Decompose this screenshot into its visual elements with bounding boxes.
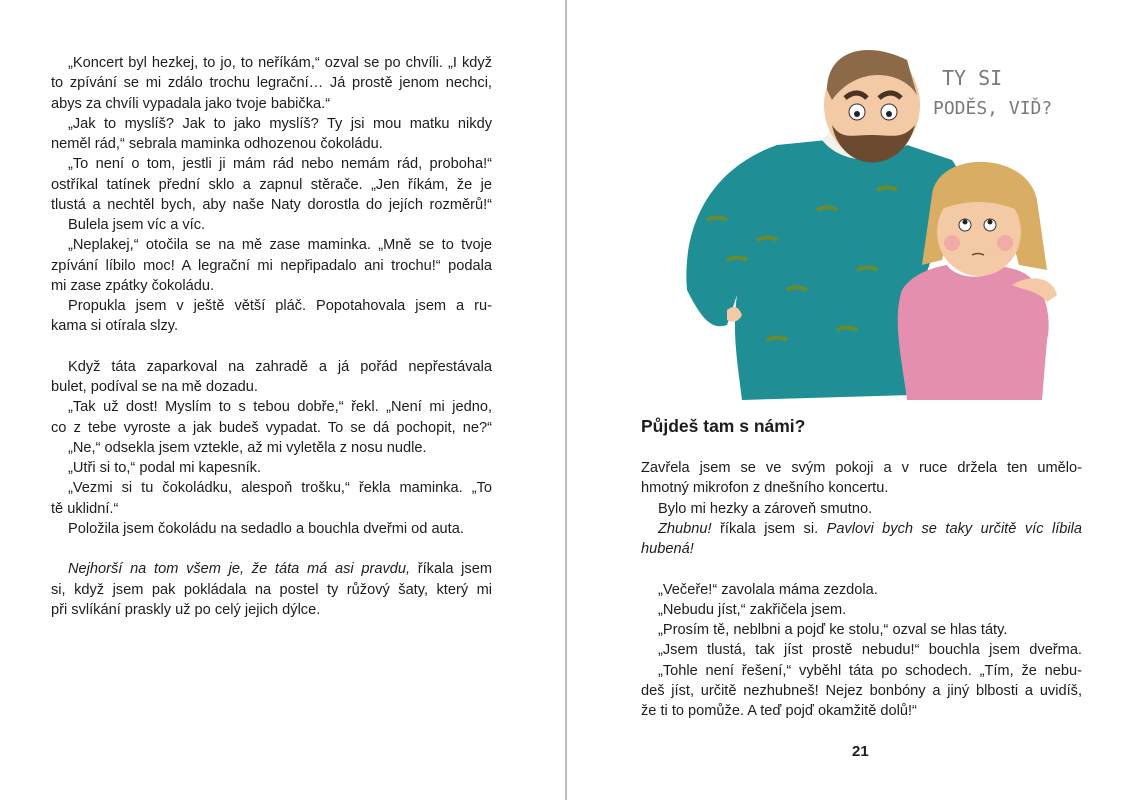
italic-text: Nejhorší na tom všem je, že táta má asi pravdu, xyxy=(68,561,411,578)
text-run: říkala jsem si. xyxy=(711,520,827,537)
text-run: tlustá a nechtěl bych, aby naše Naty dorostla do jejích rozměrů!“ xyxy=(51,196,492,213)
blank-line xyxy=(51,337,492,357)
text-line xyxy=(641,620,1082,640)
text-run: co z tebe vyroste a jak budeš vypadat. To se dá pochopit, ne?“ xyxy=(51,419,492,436)
text-run: Bylo mi hezky a zároveň smutno. xyxy=(658,500,873,517)
text-run: Propukla jsem v ještě větší pláč. Popotahovala jsem a ru- xyxy=(68,298,492,314)
text-run: zpívání líbilo moc! A legrační mi nepřipadalo ani trochu!“ podala xyxy=(51,257,492,274)
right-page xyxy=(567,0,1132,800)
chapter-heading: Půjdeš tam s námi? xyxy=(641,416,806,436)
text-run: při svlíkání praskly už po celý jejich dýlce. xyxy=(51,601,321,618)
text-run: neměl rád,“ sebrala maminka odhozenou čokoládu. xyxy=(51,136,383,152)
text-run: „Večeře!“ zavolala máma zezdola. xyxy=(658,581,878,598)
illustration-father-and-daughter xyxy=(667,40,1067,410)
text-line xyxy=(51,377,492,397)
italic-text: Pavlovi bych se taky určitě víc líbila xyxy=(826,520,1083,537)
text-line xyxy=(51,357,492,377)
text-line xyxy=(641,458,1082,478)
text-line xyxy=(51,296,492,316)
speech-text-line1: TY SI xyxy=(942,66,1003,90)
text-run: deš jíst, určitě nezhubneš! Nejez bonbóny a jiný blbosti a uvidíš, xyxy=(641,682,1082,699)
text-run: „Vezmi si tu čokoládku, alespoň trošku,“ řekla maminka. „To xyxy=(68,480,492,497)
text-line xyxy=(51,73,492,93)
text-line xyxy=(51,134,492,154)
text-line xyxy=(51,256,492,276)
text-run: kama si otírala slzy. xyxy=(51,318,179,335)
text-line xyxy=(641,600,1082,620)
text-line xyxy=(641,701,1082,721)
text-line xyxy=(51,215,492,235)
text-run: tě uklidní.“ xyxy=(51,500,119,517)
italic-text: hubená! xyxy=(641,541,694,557)
text-run: „Koncert byl hezkej, to jo, to neříkám,“ ozval se po chvíli. „I když xyxy=(68,55,492,71)
text-line xyxy=(641,681,1082,701)
text-run: bulet, podíval se na mě dozadu. xyxy=(51,379,258,395)
text-line xyxy=(51,154,492,174)
text-line xyxy=(641,499,1082,519)
text-run: to zpívání se mi zdálo trochu legrační… Já prostě jenom nechci, xyxy=(51,75,492,92)
text-line xyxy=(51,397,492,417)
text-line xyxy=(641,580,1082,600)
text-run: Položila jsem čokoládu na sedadlo a bouchla dveřmi od auta. xyxy=(68,520,464,537)
text-line xyxy=(641,478,1082,498)
italic-text: Zhubnu! xyxy=(658,520,712,537)
text-line xyxy=(51,235,492,255)
text-run: „Tohle není řešení,“ vyběhl táta po schodech. „Tím, že nebu- xyxy=(658,662,1082,679)
text-run: hmotný mikrofon z dnešního koncertu. xyxy=(641,480,889,497)
text-run: Když táta zaparkoval na zahradě a já pořád nepřestávala xyxy=(68,358,492,375)
text-line xyxy=(51,114,492,134)
text-run: že ti to pomůže. A teď pojď okamžitě dolů!“ xyxy=(641,703,917,719)
text-run: abys za chvíli vypadala jako tvoje babička.“ xyxy=(51,95,331,112)
text-run: ostříkal tatínek přední sklo a zapnul stěrače. „Jen říkám, že je xyxy=(51,176,492,193)
text-line xyxy=(641,539,1082,559)
right-body-text xyxy=(641,458,1082,721)
text-run: „Nebudu jíst,“ zakřičela jsem. xyxy=(658,601,847,618)
text-line xyxy=(51,94,492,114)
text-run: si, když jsem pak pokládala na postel ty růžový šaty, který mi xyxy=(51,581,492,598)
text-run: Bulela jsem víc a víc. xyxy=(68,217,206,233)
text-run: „Ne,“ odsekla jsem vztekle, až mi vyletěla z nosu nudle. xyxy=(68,439,427,456)
text-run: „To není o tom, jestli ji mám rád nebo nemám rád, proboha!“ xyxy=(68,156,492,173)
text-run: „Jak to myslíš? Jak to jako myslíš? Ty jsi mou matku nikdy xyxy=(68,115,492,132)
blank-line xyxy=(51,539,492,559)
text-line xyxy=(51,316,492,336)
text-run: „Tak už dost! Myslím to s tebou dobře,“ řekl. „Není mi jedno, xyxy=(68,399,492,416)
text-line xyxy=(641,519,1082,539)
text-line xyxy=(51,53,492,73)
text-run: mi zase zpátky čokoládu. xyxy=(51,277,215,294)
text-line xyxy=(51,438,492,458)
text-line xyxy=(51,195,492,215)
text-run: Zavřela jsem se ve svým pokoji a v ruce držela ten umělo- xyxy=(641,460,1082,476)
text-run: „Prosím tě, neblbni a pojď ke stolu,“ ozval se hlas táty. xyxy=(658,622,1008,638)
text-line xyxy=(51,580,492,600)
text-run: „Neplakej,“ otočila se na mě zase maminka. „Mně se to tvoje xyxy=(68,237,492,254)
page-number: 21 xyxy=(852,743,869,760)
speech-text-line2: PODĚS, VIĎ? xyxy=(933,98,1053,119)
text-line xyxy=(51,478,492,498)
text-line xyxy=(51,600,492,620)
blank-line xyxy=(641,559,1082,579)
text-run: říkala jsem xyxy=(410,561,492,578)
text-line xyxy=(641,661,1082,681)
text-line xyxy=(51,276,492,296)
text-run: „Jsem tlustá, tak jíst prostě nebudu!“ bouchla jsem dveřma. xyxy=(658,642,1082,659)
text-line xyxy=(51,559,492,579)
text-run: „Utři si to,“ podal mi kapesník. xyxy=(68,460,262,476)
text-line xyxy=(51,418,492,438)
text-line xyxy=(51,499,492,519)
text-line xyxy=(51,175,492,195)
text-line xyxy=(51,519,492,539)
text-line xyxy=(51,458,492,478)
left-body-text xyxy=(51,53,492,620)
text-line xyxy=(641,640,1082,660)
